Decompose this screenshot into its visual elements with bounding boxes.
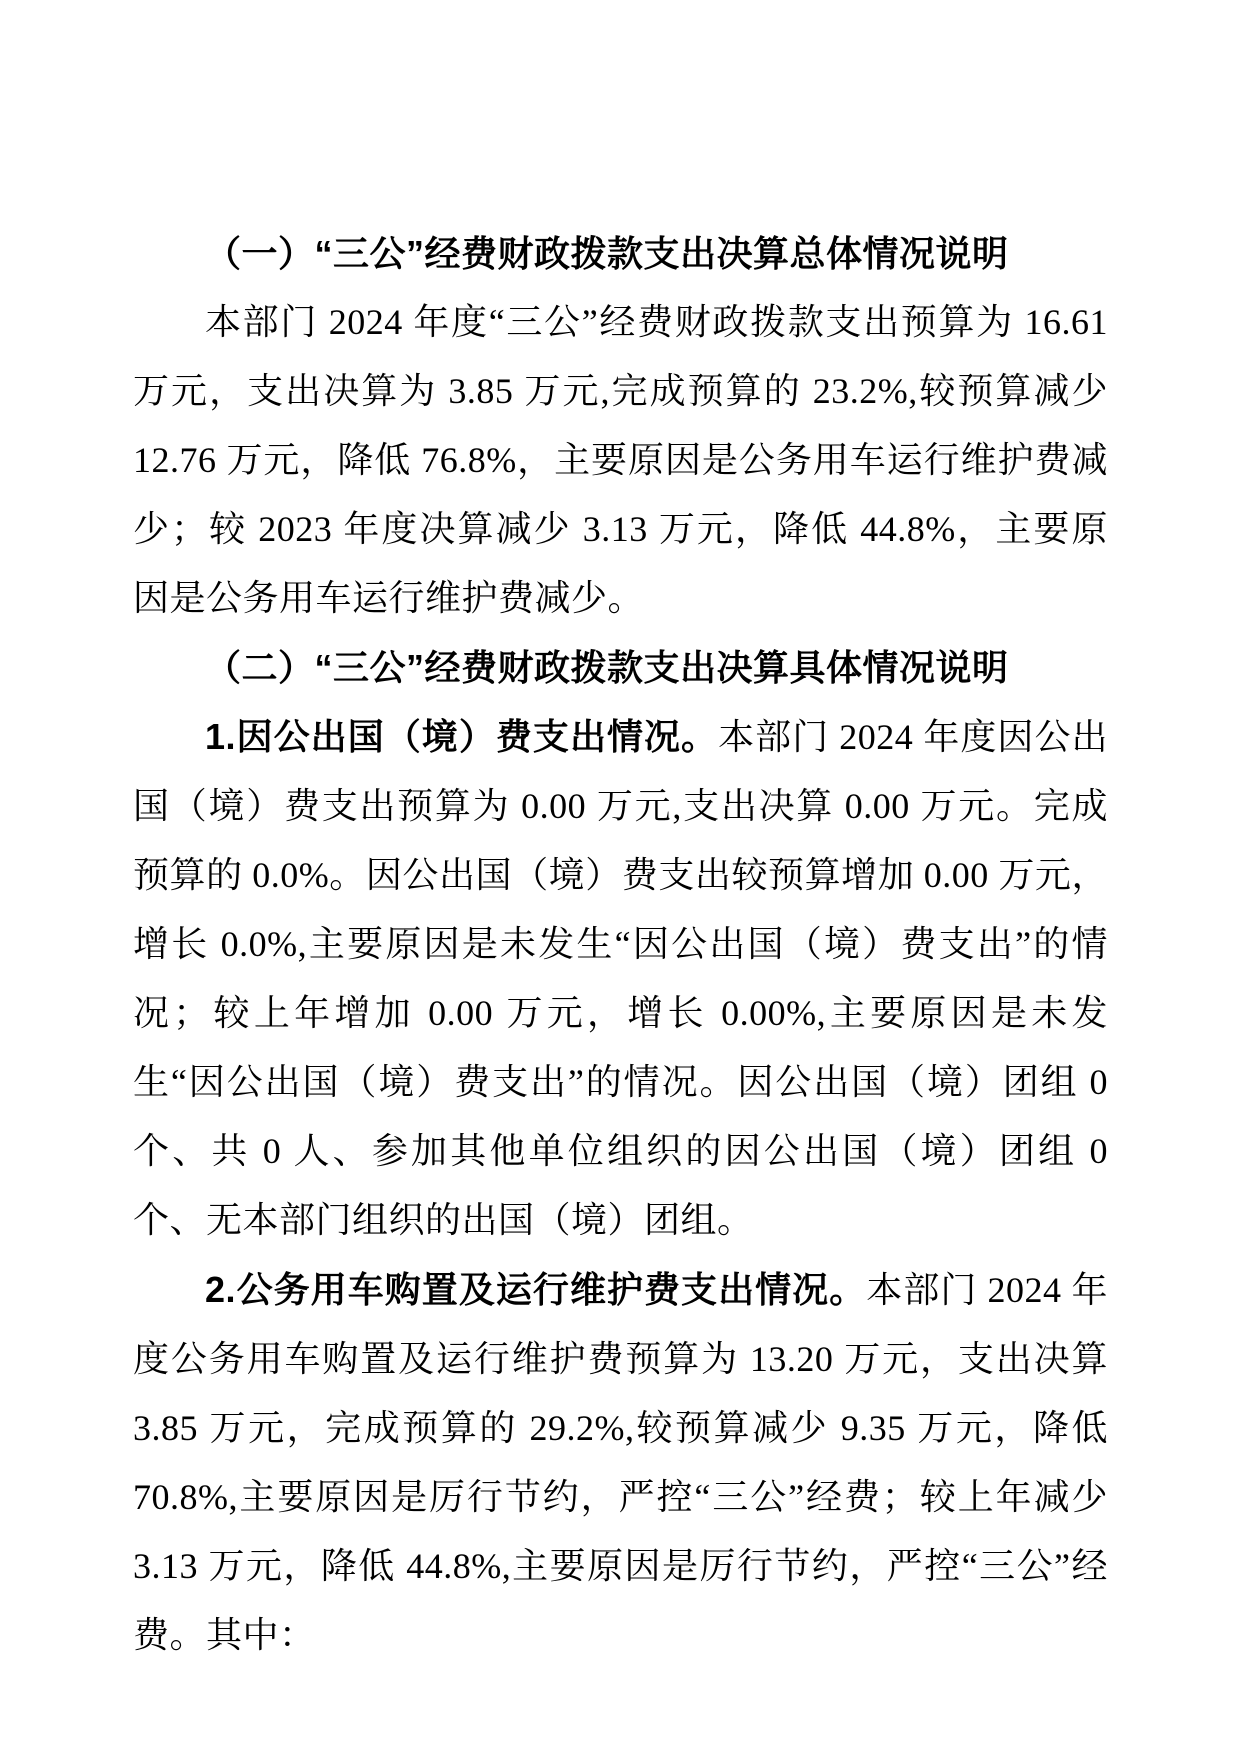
paragraph-overall-summary: 本部门 2024 年度“三公”经费财政拨款支出预算为 16.61 万元，支出决算为 3.85 万元,完成预算的 23.2%,较预算减少 12.76 万元，降低 76.8%，主要原因是公务用车运行维护费减少；较 2023 年度决算减少 3.13 万元，降低 44.8%，主要原因是公务用车运行维护费减少。 bbox=[133, 302, 1108, 618]
paragraph-vehicle-expense bbox=[133, 1255, 1108, 1670]
paragraph-vehicle-expense-body: 本部门 2024 年度公务用车购置及运行维护费预算为 13.20 万元，支出决算 3.85 万元，完成预算的 29.2%,较预算减少 9.35 万元，降低 70.8%,主要原因是厉行节约，严控“三公”经费；较上年减少 3.13 万元，降低 44.8%,主要原因是厉行节约，严控“三公”经费。其中： bbox=[133, 1270, 1108, 1655]
runin-heading-abroad-expense: 1.因公出国（境）费支出情况。 bbox=[205, 716, 719, 757]
paragraph-abroad-expense bbox=[133, 702, 1108, 1255]
runin-heading-vehicle-expense: 2.公务用车购置及运行维护费支出情况。 bbox=[205, 1269, 867, 1310]
paragraph-abroad-expense-body: 本部门 2024 年度因公出国（境）费支出预算为 0.00 万元,支出决算 0.00 万元。完成预算的 0.0%。因公出国（境）费支出较预算增加 0.00 万元，增长 0.0%,主要原因是未发生“因公出国（境）费支出”的情况；较上年增加 0.00 万元，增长 0.00%,主要原因是未发生“因公出国（境）费支出”的情况。因公出国（境）团组 0 个、共 0 人、参加其他单位组织的因公出国（境）团组 0 个、无本部门组织的出国（境）团组。 bbox=[133, 717, 1108, 1240]
section-heading-overall: （一）“三公”经费财政拨款支出决算总体情况说明 bbox=[205, 233, 1009, 274]
section-heading-detail: （二）“三公”经费财政拨款支出决算具体情况说明 bbox=[205, 647, 1009, 688]
